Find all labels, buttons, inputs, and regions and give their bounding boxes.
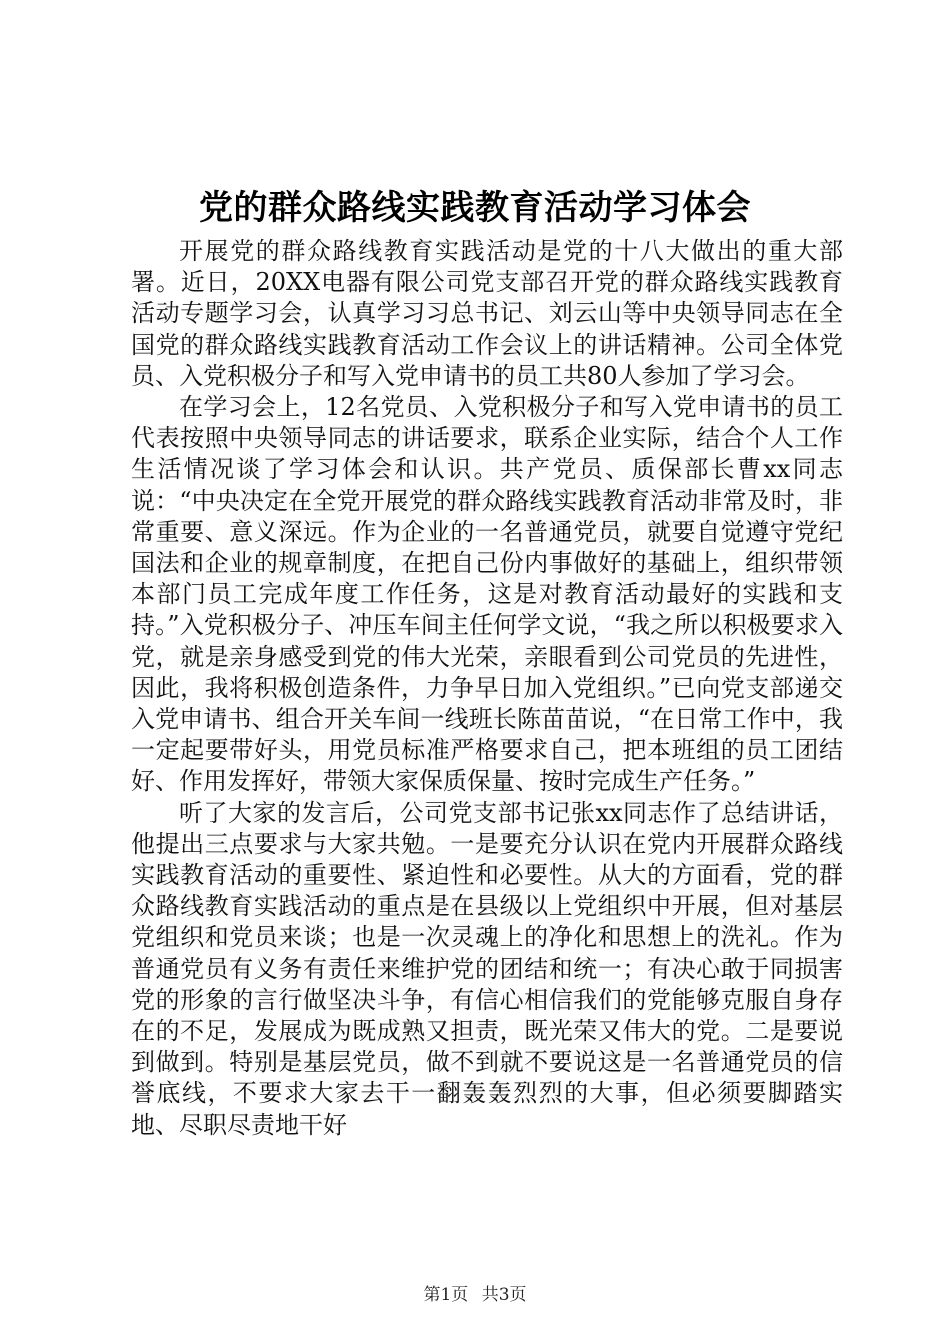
document-body: [131, 236, 843, 1141]
paragraph-1: 开展党的群众路线教育实践活动是党的十八大做出的重大部署。近日，20XX电器有限公司党支部召开党的群众路线实践教育活动专题学习会，认真学习习总书记、刘云山等中央领导同志在全国党的群众路线实践教育活动工作会议上的讲话精神。公司全体党员、入党积极分子和写入党申请书的员工共80人参加了学习会。: [131, 237, 843, 390]
paragraph-2: 在学习会上，12名党员、入党积极分子和写入党申请书的员工代表按照中央领导同志的讲话要求，联系企业实际，结合个人工作生活情况谈了学习体会和认识。共产党员、质保部长曹xx同志说：“中央决定在全党开展党的群众路线实践教育活动非常及时，非常重要、意义深远。作为企业的一名普通党员，就要自觉遵守党纪国法和企业的规章制度，在把自己份内事做好的基础上，组织带领本部门员工完成年度工作任务，这是对教育活动最好的实践和支持。”入党积极分子、冲压车间主任何学文说，“我之所以积极要求入党，就是亲身感受到党的伟大光荣，亲眼看到公司党员的先进性，因此，我将积极创造条件，力争早日加入党组织。”已向党支部递交入党申请书、组合开关车间一线班长陈苗苗说，“在日常工作中，我一定起要带好头，用党员标准严格要求自己，把本班组的员工团结好、作用发挥好，带领大家保质保量、按时完成生产任务。”: [131, 393, 843, 796]
document-title: 党的群众路线实践教育活动学习体会: [199, 188, 751, 228]
page-number: 第1页: [423, 1285, 469, 1305]
page-total: 共3页: [481, 1285, 527, 1305]
page-footer: [0, 1280, 950, 1305]
paragraph-3: 听了大家的发言后，公司党支部书记张xx同志作了总结讲话，他提出三点要求与大家共勉。一是要充分认识在党内开展群众路线实践教育活动的重要性、紧迫性和必要性。从大的方面看，党的群众路线教育实践活动的重点是在县级以上党组织中开展，但对基层党组织和党员来谈；也是一次灵魂上的净化和思想上的洗礼。作为普通党员有义务有责任来维护党的团结和统一；有决心敢于同损害党的形象的言行做坚决斗争，有信心相信我们的党能够克服自身存在的不足，发展成为既成熟又担责，既光荣又伟大的党。二是要说到做到。特别是基层党员，做不到就不要说这是一名普通党员的信誉底线，不要求大家去干一翻轰轰烈烈的大事，但必须要脚踏实地、尽职尽责地干好: [131, 798, 843, 1139]
